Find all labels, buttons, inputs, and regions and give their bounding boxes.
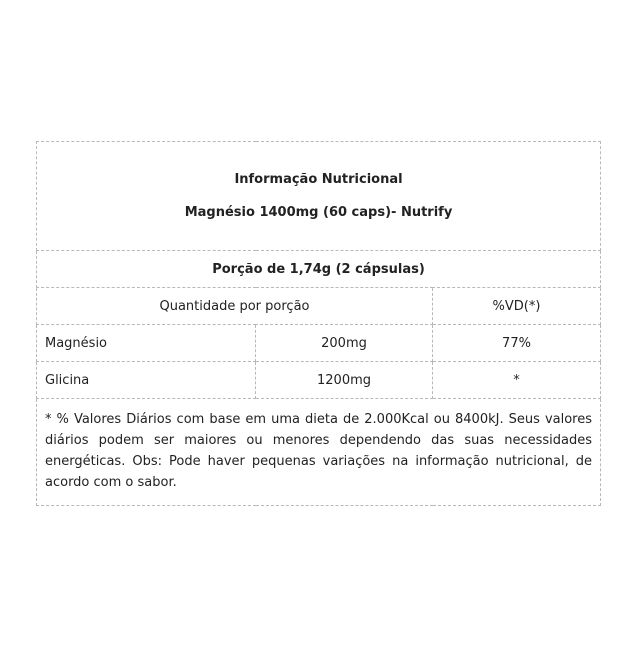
column-header-quantity: Quantidade por porção [37,288,433,325]
table-header-row [37,142,601,251]
column-header-row [37,288,601,325]
table-title: Informação Nutricional [234,172,403,187]
table-row [37,325,601,362]
nutrient-amount: 200mg [256,325,433,362]
product-name: Magnésio 1400mg (60 caps)- Nutrify [184,205,453,220]
column-header-vd: %VD(*) [433,288,601,325]
nutrient-vd: 77% [433,325,601,362]
nutrition-facts-table [36,141,601,506]
nutrient-name: Magnésio [37,325,256,362]
footnote: * % Valores Diários com base em uma dieta de 2.000Kcal ou 8400kJ. Seus valores diários podem ser maiores ou menores dependendo das suas necessidades energéticas. Obs: Pode haver pequenas variações na informação nutricional, de acordo com o sabor. [37,399,601,506]
nutrient-amount: 1200mg [256,362,433,399]
footnote-row [37,399,601,506]
nutrition-table-container [36,141,600,506]
table-row [37,362,601,399]
serving-row [37,251,601,288]
nutrient-vd: * [433,362,601,399]
nutrient-name: Glicina [37,362,256,399]
serving-size: Porção de 1,74g (2 cápsulas) [37,251,601,288]
table-header [37,142,601,251]
